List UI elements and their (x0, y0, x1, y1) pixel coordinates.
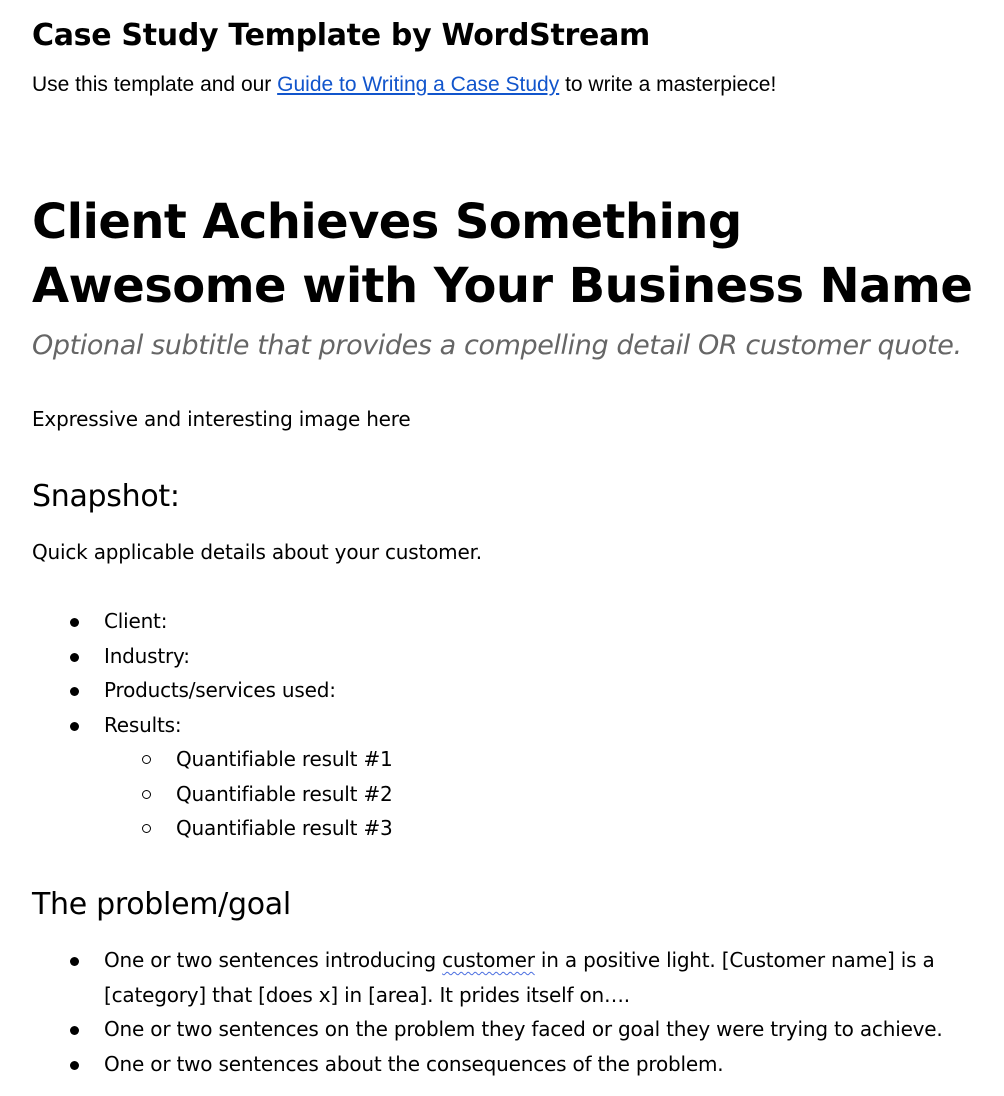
snapshot-item-label: Industry: (104, 643, 190, 668)
bullet-icon (70, 957, 79, 966)
hollow-bullet-icon (142, 790, 151, 799)
image-placeholder-text: Expressive and interesting image here (32, 407, 411, 431)
result-item (104, 777, 982, 812)
case-study-subtitle: Optional subtitle that provides a compelling detail OR customer quote. (32, 330, 962, 361)
guide-link[interactable]: Guide to Writing a Case Study (277, 73, 560, 96)
problem-item-text-after: in a positive light. [Customer name] is a [category] that [does x] in [area]. It prides itself on…. (104, 948, 935, 1007)
result-item-label: Quantifiable result #3 (176, 816, 393, 840)
intro-text-before: Use this template and our (32, 73, 278, 96)
hollow-bullet-icon (142, 824, 151, 833)
snapshot-item-products (32, 673, 982, 708)
problem-item (32, 943, 982, 1012)
bullet-icon (70, 1026, 79, 1035)
snapshot-item-industry (32, 639, 982, 674)
result-item (104, 811, 982, 846)
problem-heading: The problem/goal (32, 887, 291, 922)
snapshot-description: Quick applicable details about your customer. (32, 540, 482, 564)
snapshot-item-results (32, 708, 982, 846)
snapshot-heading: Snapshot: (32, 479, 180, 514)
hollow-bullet-icon (142, 755, 151, 764)
bullet-icon (70, 1061, 79, 1070)
bullet-icon (70, 618, 79, 627)
snapshot-item-label: Client: (104, 609, 168, 633)
results-sublist (104, 742, 982, 846)
spellcheck-flagged-word[interactable]: customer (442, 948, 535, 972)
result-item-label: Quantifiable result #1 (176, 747, 393, 771)
problem-item-text: One or two sentences about the consequences of the problem. (104, 1051, 724, 1076)
snapshot-list (32, 604, 982, 846)
result-item-label: Quantifiable result #2 (176, 781, 393, 806)
problem-list (32, 943, 982, 1081)
bullet-icon (70, 722, 79, 731)
document-title: Case Study Template by WordStream (32, 18, 650, 53)
problem-item-text-before: One or two sentences introducing (104, 948, 443, 972)
problem-item (32, 1047, 982, 1082)
snapshot-item-client (32, 604, 982, 639)
intro-text-after: to write a masterpiece! (559, 73, 777, 96)
result-item (104, 742, 982, 777)
bullet-icon (70, 687, 79, 696)
snapshot-item-label: Results: (104, 712, 182, 737)
snapshot-item-label: Products/services used: (104, 678, 336, 702)
case-study-title: Client Achieves Something Awesome with Your Business Name (32, 194, 973, 314)
bullet-icon (70, 653, 79, 662)
problem-item (32, 1012, 982, 1047)
problem-item-text: One or two sentences on the problem they faced or goal they were trying to achieve. (104, 1017, 943, 1041)
intro-paragraph (32, 71, 776, 99)
